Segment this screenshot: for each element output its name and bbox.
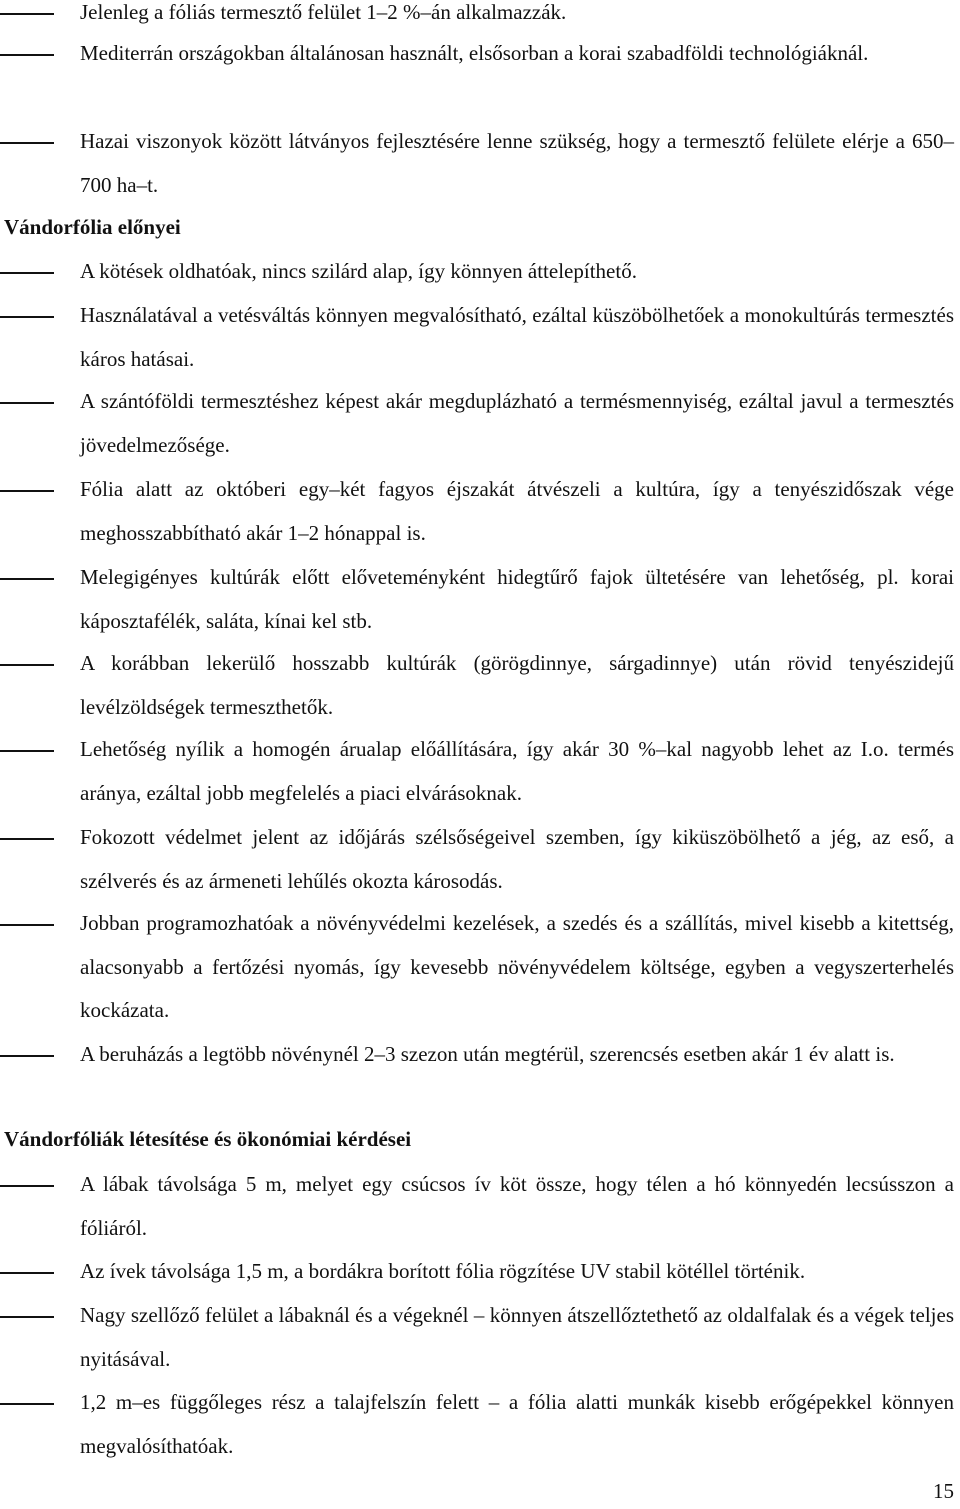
list-item	[80, 1381, 954, 1468]
list-item-text: Melegigényes kultúrák előtt előveteményként hidegtűrő fajok ültetésére van lehetőség, pl. korai káposztafélék, saláta, kínai kel stb.	[80, 565, 954, 633]
section-heading: Vándorfóliák létesítése és ökonómiai kérdései	[4, 1127, 412, 1151]
list-item	[80, 294, 954, 381]
list-item-text: Hazai viszonyok között látványos fejlesztésére lenne szükség, hogy a termesztő felülete elérje a 650‒700 ha‒t.	[80, 129, 954, 197]
list-item-text: A kötések oldhatóak, nincs szilárd alap, így könnyen áttelepíthető.	[80, 259, 637, 283]
list-item	[80, 1033, 954, 1077]
list-item-text: Nagy szellőző felület a lábaknál és a végeknél ‒ könnyen átszellőztethető az oldalfalak és a végek teljes nyitásával.	[80, 1303, 954, 1371]
list-item-text: A lábak távolsága 5 m, melyet egy csúcsos ív köt össze, hogy télen a hó könnyedén lecsússzon a fóliáról.	[80, 1172, 954, 1240]
list-item-text: Lehetőség nyílik a homogén árualap előállítására, így akár 30 %‒kal nagyobb lehet az I.o. termés aránya, ezáltal jobb megfelelés a piaci elvárásoknak.	[80, 737, 954, 805]
page-number: 15	[933, 1479, 954, 1503]
list-item	[80, 1294, 954, 1381]
list-item-text: Jobban programozhatóak a növényvédelmi kezelések, a szedés és a szállítás, mivel kisebb a kitettség, alacsonyabb a fertőzési nyomás, így kevesebb növényvédelem költsége, egyben a vegyszerterhelés kockázata.	[80, 911, 954, 1022]
list-item	[80, 250, 954, 294]
list-item	[80, 816, 954, 903]
list-item	[80, 0, 954, 35]
list-item	[80, 1163, 954, 1250]
list-item	[80, 380, 954, 467]
list-item-text: Mediterrán országokban általánosan használt, elsősorban a korai szabadföldi technológiáknál.	[80, 41, 869, 65]
list-item-text: A szántóföldi termesztéshez képest akár megduplázható a termésmennyiség, ezáltal javul a termesztés jövedelmezősége.	[80, 389, 954, 457]
list-item-text: Jelenleg a fóliás termesztő felület 1‒2 %‒án alkalmazzák.	[80, 0, 567, 24]
list-item	[80, 1250, 954, 1294]
list-item-text: A beruházás a legtöbb növénynél 2‒3 szezon után megtérül, szerencsés esetben akár 1 év alatt is.	[80, 1042, 895, 1066]
list-item	[80, 468, 954, 555]
list-item-text: 1,2 m‒es függőleges rész a talajfelszín felett ‒ a fólia alatti munkák kisebb erőgépekkel könnyen megvalósíthatóak.	[80, 1390, 954, 1458]
list-item-text: Az ívek távolsága 1,5 m, a bordákra borított fólia rögzítése UV stabil kötéllel történik.	[80, 1259, 806, 1283]
list-item	[80, 556, 954, 643]
list-item-text: Fokozott védelmet jelent az időjárás szélsőségeivel szemben, így kiküszöbölhető a jég, az eső, a szélverés és az ármeneti lehűlés okozta károsodás.	[80, 825, 954, 893]
list-item	[80, 120, 954, 207]
list-item-text: A korábban lekerülő hosszabb kultúrák (görögdinnye, sárgadinnye) után rövid tenyészidejű levélzöldségek termeszthetők.	[80, 651, 954, 719]
list-item	[80, 728, 954, 815]
list-item-text: Fólia alatt az októberi egy‒két fagyos éjszakát átvészeli a kultúra, így a tenyészidőszak vége meghosszabbítható akár 1‒2 hónappal is.	[80, 477, 954, 545]
section-heading: Vándorfólia előnyei	[4, 215, 181, 239]
list-item	[80, 642, 954, 729]
list-item	[80, 902, 954, 1033]
list-item-text: Használatával a vetésváltás könnyen megvalósítható, ezáltal küszöbölhetőek a monokultúrás termesztés káros hatásai.	[80, 303, 954, 371]
list-item	[80, 32, 954, 76]
